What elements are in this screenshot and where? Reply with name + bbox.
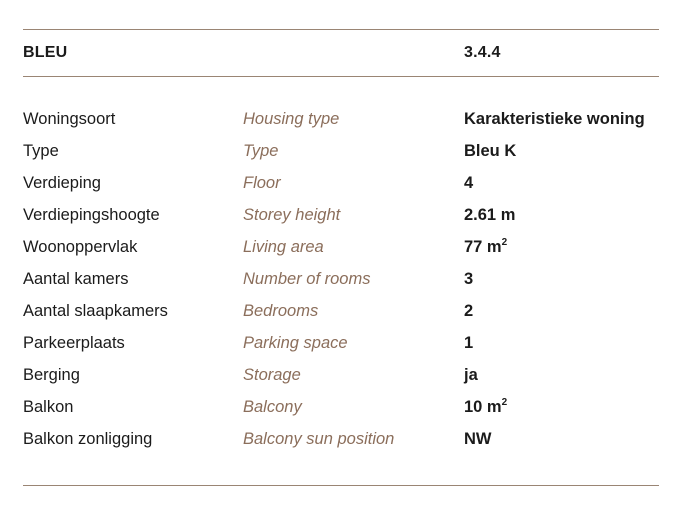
unit-header [23,44,659,66]
spec-label-dutch: Verdieping [23,174,101,192]
spec-value: 3 [464,270,474,288]
spec-value: 2 [464,302,474,320]
spec-label-english: Balcony sun position [243,430,395,448]
spec-value: Bleu K [464,142,517,160]
unit-code: 3.4.4 [464,44,501,61]
spec-value: NW [464,430,492,448]
spec-row-type [23,140,659,172]
header-divider [23,76,659,77]
spec-row-bedrooms [23,300,659,332]
spec-label-dutch: Berging [23,366,80,384]
top-divider [23,29,659,30]
spec-label-english: Floor [243,174,281,192]
spec-label-dutch: Woningsoort [23,110,116,128]
spec-value: ja [464,366,478,384]
spec-label-english: Number of rooms [243,270,371,288]
spec-row-balcony-sun-position [23,428,659,460]
spec-label-dutch: Balkon [23,398,74,416]
spec-label-english: Parking space [243,334,348,352]
unit-name: BLEU [23,44,68,61]
spec-label-english: Bedrooms [243,302,319,320]
spec-label-english: Living area [243,238,324,256]
spec-label-english: Housing type [243,110,340,128]
spec-label-english: Storage [243,366,301,384]
spec-value: 10 $m^2$ [464,397,508,416]
spec-row-balcony [23,396,659,428]
spec-label-dutch: Verdiepingshoogte [23,206,160,224]
spec-value: 2.61 m [464,206,516,224]
spec-label-dutch: Aantal kamers [23,270,129,288]
spec-value: 1 [464,334,474,352]
spec-label-dutch: Woonoppervlak [23,238,138,256]
spec-row-storage [23,364,659,396]
spec-row-number-of-rooms [23,268,659,300]
spec-table [23,108,659,460]
spec-row-floor [23,172,659,204]
spec-label-dutch: Aantal slaapkamers [23,302,168,320]
spec-value: 4 [464,174,474,192]
spec-label-dutch: Balkon zonligging [23,430,153,448]
spec-label-english: Storey height [243,206,341,224]
spec-value: Karakteristieke woning [464,110,645,128]
spec-label-english: Type [243,142,279,160]
spec-row-housing-type [23,108,659,140]
spec-label-english: Balcony [243,398,302,416]
spec-row-parking-space [23,332,659,364]
spec-label-dutch: Type [23,142,59,160]
spec-row-storey-height [23,204,659,236]
spec-label-dutch: Parkeerplaats [23,334,125,352]
bottom-divider [23,485,659,486]
spec-row-living-area [23,236,659,268]
spec-value: 77 $m^2$ [464,237,508,256]
